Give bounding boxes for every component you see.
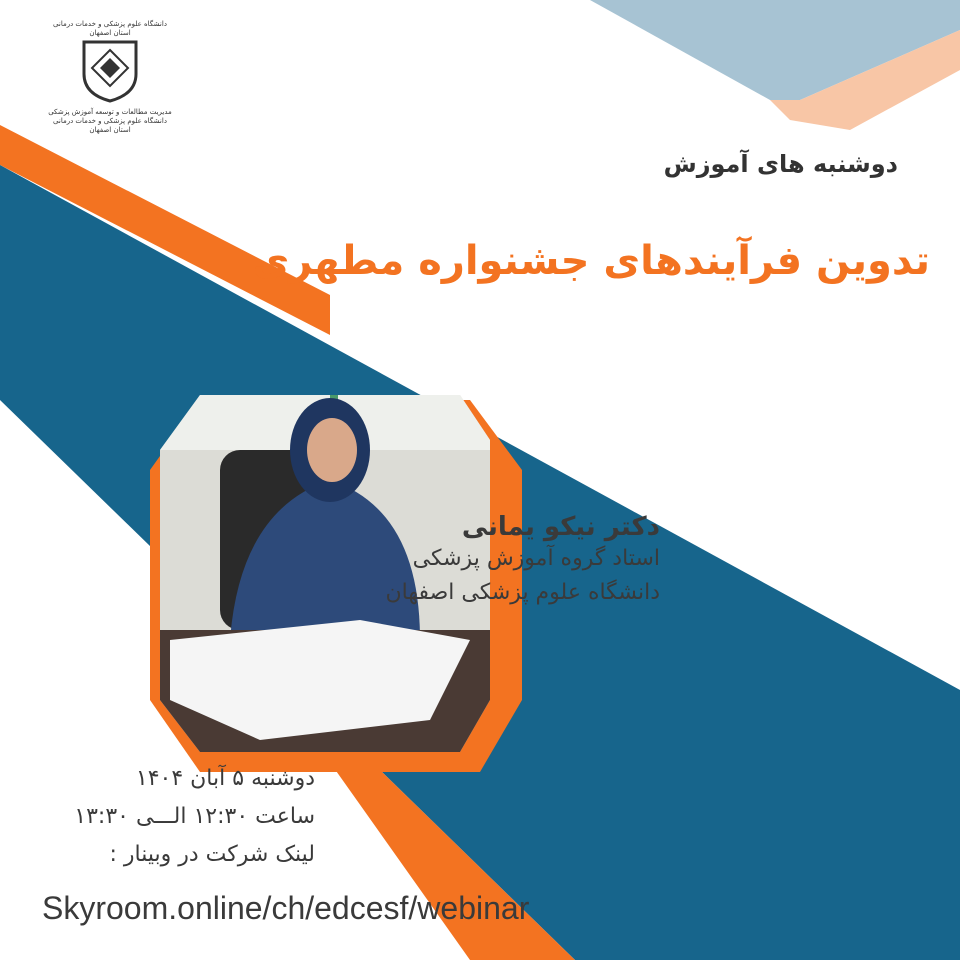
speaker-name: دکتر نیکو یمانی: [461, 512, 660, 542]
speaker-info: [385, 512, 660, 610]
event-date: دوشنبه ۵ آبان ۱۴۰۴: [135, 766, 315, 791]
webinar-link[interactable]: Skyroom.online/ch/edcesf/webinar: [42, 890, 530, 926]
speaker-affiliation: دانشگاه علوم پزشکی اصفهان: [385, 580, 660, 605]
event-details: [55, 760, 315, 874]
logo-caption-top: دانشگاه علوم پزشکی و خدمات درمانی استان اصفهان: [53, 20, 167, 37]
logo-caption-1: مدیریت مطالعات و توسعه آموزش پزشکی: [48, 108, 172, 116]
university-logo: [45, 20, 175, 135]
event-time: ساعت ۱۲:۳۰ الـــی ۱۳:۳۰: [74, 804, 315, 829]
webinar-link-label: لینک شرکت در وبینار :: [109, 842, 315, 867]
logo-shield-icon: [80, 38, 140, 104]
event-title: تدوین فرآیندهای جشنواره مطهری: [252, 238, 930, 284]
series-title: دوشنبه های آموزش: [663, 150, 898, 178]
logo-caption-2: دانشگاه علوم پزشکی و خدمات درمانی استان اصفهان: [53, 117, 167, 134]
speaker-position: استاد گروه آموزش پزشکی: [412, 546, 660, 571]
